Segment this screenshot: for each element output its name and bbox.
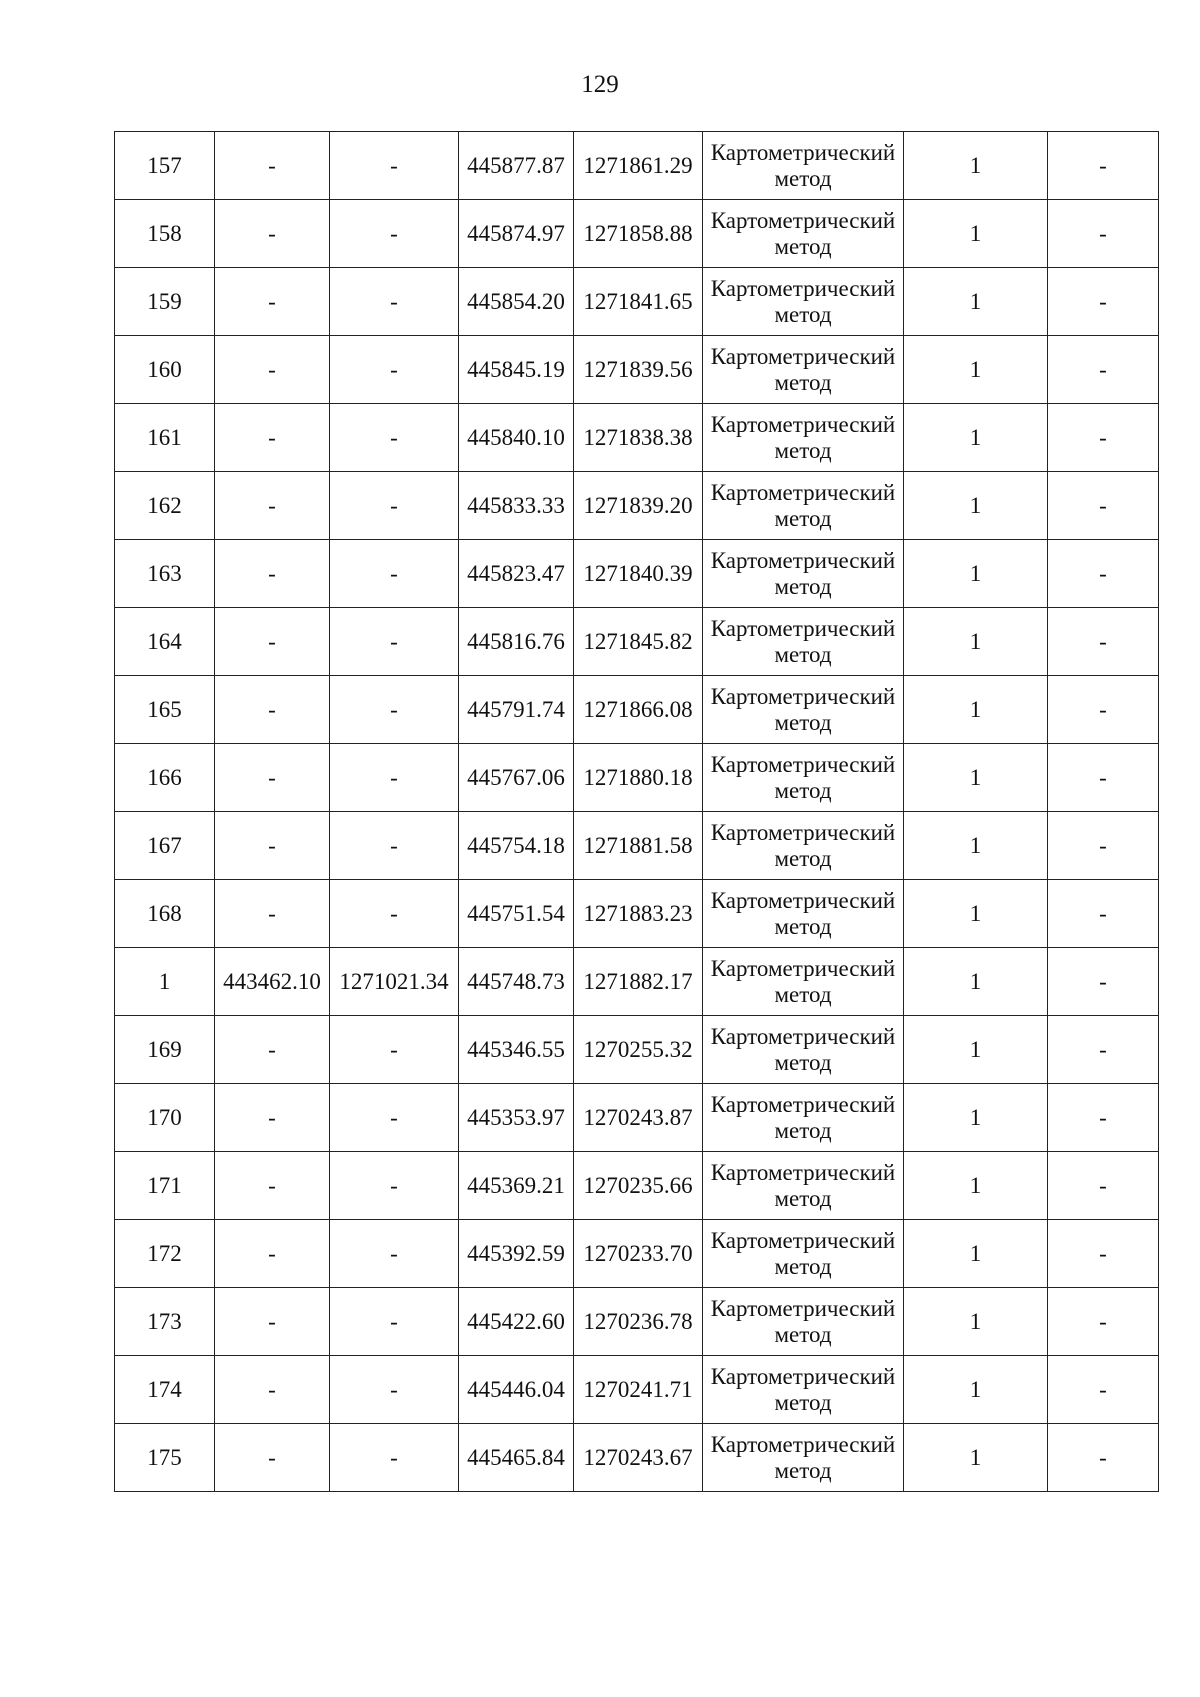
method-line-2: метод	[774, 981, 832, 1007]
description-cell: -	[1048, 744, 1159, 812]
table-row	[115, 744, 1159, 812]
method-cell	[703, 1152, 904, 1220]
old-y-cell: -	[330, 1084, 459, 1152]
accuracy-cell: 1	[904, 132, 1048, 200]
description-cell: -	[1048, 812, 1159, 880]
method-line-1: Картометрический	[710, 887, 896, 913]
coordinates-table	[114, 131, 1159, 1492]
method-cell	[703, 540, 904, 608]
method-line-2: метод	[774, 165, 832, 191]
accuracy-cell: 1	[904, 1356, 1048, 1424]
old-y-cell: -	[330, 200, 459, 268]
method-line-2: метод	[774, 641, 832, 667]
method-line-2: метод	[774, 1389, 832, 1415]
y-coordinate-cell: 1271882.17	[574, 948, 703, 1016]
accuracy-cell: 1	[904, 1424, 1048, 1492]
accuracy-cell: 1	[904, 948, 1048, 1016]
x-coordinate-cell: 445845.19	[459, 336, 574, 404]
old-y-cell: -	[330, 744, 459, 812]
old-y-cell: -	[330, 1152, 459, 1220]
description-cell: -	[1048, 472, 1159, 540]
method-line-1: Картометрический	[710, 411, 896, 437]
method-cell	[703, 1424, 904, 1492]
x-coordinate-cell: 445751.54	[459, 880, 574, 948]
y-coordinate-cell: 1271861.29	[574, 132, 703, 200]
old-x-cell: -	[215, 744, 330, 812]
method-cell	[703, 132, 904, 200]
method-line-1: Картометрический	[710, 275, 896, 301]
x-coordinate-cell: 445353.97	[459, 1084, 574, 1152]
table-row	[115, 200, 1159, 268]
accuracy-cell: 1	[904, 608, 1048, 676]
x-coordinate-cell: 445816.76	[459, 608, 574, 676]
old-x-cell: -	[215, 1016, 330, 1084]
method-cell	[703, 880, 904, 948]
old-y-cell: -	[330, 1016, 459, 1084]
description-cell: -	[1048, 1152, 1159, 1220]
description-cell: -	[1048, 948, 1159, 1016]
point-number-cell: 174	[115, 1356, 215, 1424]
method-line-1: Картометрический	[710, 1431, 896, 1457]
table-row	[115, 1220, 1159, 1288]
accuracy-cell: 1	[904, 268, 1048, 336]
accuracy-cell: 1	[904, 812, 1048, 880]
point-number-cell: 157	[115, 132, 215, 200]
method-line-2: метод	[774, 913, 832, 939]
x-coordinate-cell: 445854.20	[459, 268, 574, 336]
y-coordinate-cell: 1270235.66	[574, 1152, 703, 1220]
accuracy-cell: 1	[904, 676, 1048, 744]
table-row	[115, 812, 1159, 880]
y-coordinate-cell: 1270241.71	[574, 1356, 703, 1424]
x-coordinate-cell: 445791.74	[459, 676, 574, 744]
table-row	[115, 1356, 1159, 1424]
y-coordinate-cell: 1270233.70	[574, 1220, 703, 1288]
y-coordinate-cell: 1270243.67	[574, 1424, 703, 1492]
x-coordinate-cell: 445422.60	[459, 1288, 574, 1356]
x-coordinate-cell: 445369.21	[459, 1152, 574, 1220]
method-line-1: Картометрический	[710, 615, 896, 641]
old-y-cell: -	[330, 472, 459, 540]
method-line-1: Картометрический	[710, 819, 896, 845]
method-cell	[703, 1220, 904, 1288]
method-cell	[703, 744, 904, 812]
table-row	[115, 1084, 1159, 1152]
old-x-cell: -	[215, 1424, 330, 1492]
old-x-cell: -	[215, 472, 330, 540]
point-number-cell: 168	[115, 880, 215, 948]
point-number-cell: 164	[115, 608, 215, 676]
accuracy-cell: 1	[904, 540, 1048, 608]
old-x-cell: -	[215, 268, 330, 336]
method-line-2: метод	[774, 233, 832, 259]
x-coordinate-cell: 445446.04	[459, 1356, 574, 1424]
old-y-cell: 1271021.34	[330, 948, 459, 1016]
description-cell: -	[1048, 540, 1159, 608]
old-y-cell: -	[330, 336, 459, 404]
method-line-2: метод	[774, 437, 832, 463]
description-cell: -	[1048, 1424, 1159, 1492]
description-cell: -	[1048, 676, 1159, 744]
description-cell: -	[1048, 268, 1159, 336]
method-line-2: метод	[774, 1321, 832, 1347]
point-number-cell: 170	[115, 1084, 215, 1152]
method-cell	[703, 608, 904, 676]
table-row	[115, 132, 1159, 200]
method-cell	[703, 812, 904, 880]
description-cell: -	[1048, 1220, 1159, 1288]
page-number: 129	[581, 71, 619, 98]
old-y-cell: -	[330, 268, 459, 336]
description-cell: -	[1048, 608, 1159, 676]
method-cell	[703, 404, 904, 472]
old-x-cell: -	[215, 608, 330, 676]
point-number-cell: 166	[115, 744, 215, 812]
old-x-cell: -	[215, 540, 330, 608]
x-coordinate-cell: 445754.18	[459, 812, 574, 880]
y-coordinate-cell: 1271883.23	[574, 880, 703, 948]
method-cell	[703, 268, 904, 336]
method-line-1: Картометрический	[710, 1363, 896, 1389]
old-y-cell: -	[330, 812, 459, 880]
method-line-1: Картометрический	[710, 1295, 896, 1321]
y-coordinate-cell: 1271838.38	[574, 404, 703, 472]
old-y-cell: -	[330, 1220, 459, 1288]
method-cell	[703, 676, 904, 744]
point-number-cell: 165	[115, 676, 215, 744]
accuracy-cell: 1	[904, 1288, 1048, 1356]
y-coordinate-cell: 1271845.82	[574, 608, 703, 676]
table-body	[115, 132, 1159, 1492]
accuracy-cell: 1	[904, 1016, 1048, 1084]
accuracy-cell: 1	[904, 200, 1048, 268]
y-coordinate-cell: 1271839.20	[574, 472, 703, 540]
old-x-cell: -	[215, 1288, 330, 1356]
method-line-1: Картометрический	[710, 207, 896, 233]
table-row	[115, 336, 1159, 404]
point-number-cell: 162	[115, 472, 215, 540]
y-coordinate-cell: 1271840.39	[574, 540, 703, 608]
method-line-2: метод	[774, 369, 832, 395]
x-coordinate-cell: 445392.59	[459, 1220, 574, 1288]
point-number-cell: 160	[115, 336, 215, 404]
method-line-2: метод	[774, 709, 832, 735]
old-x-cell: -	[215, 336, 330, 404]
accuracy-cell: 1	[904, 472, 1048, 540]
old-x-cell: -	[215, 1220, 330, 1288]
method-cell	[703, 200, 904, 268]
method-line-1: Картометрический	[710, 1091, 896, 1117]
method-line-1: Картометрический	[710, 547, 896, 573]
method-cell	[703, 472, 904, 540]
table-row	[115, 268, 1159, 336]
x-coordinate-cell: 445767.06	[459, 744, 574, 812]
accuracy-cell: 1	[904, 880, 1048, 948]
point-number-cell: 159	[115, 268, 215, 336]
method-line-1: Картометрический	[710, 139, 896, 165]
old-x-cell: -	[215, 1084, 330, 1152]
method-cell	[703, 336, 904, 404]
old-x-cell: -	[215, 404, 330, 472]
accuracy-cell: 1	[904, 744, 1048, 812]
method-line-1: Картометрический	[710, 1023, 896, 1049]
x-coordinate-cell: 445840.10	[459, 404, 574, 472]
point-number-cell: 175	[115, 1424, 215, 1492]
table-row	[115, 948, 1159, 1016]
table-row	[115, 472, 1159, 540]
description-cell: -	[1048, 336, 1159, 404]
method-line-2: метод	[774, 1049, 832, 1075]
old-x-cell: -	[215, 200, 330, 268]
method-line-1: Картометрический	[710, 751, 896, 777]
old-x-cell: -	[215, 1152, 330, 1220]
y-coordinate-cell: 1271880.18	[574, 744, 703, 812]
table-row	[115, 1016, 1159, 1084]
x-coordinate-cell: 445874.97	[459, 200, 574, 268]
point-number-cell: 169	[115, 1016, 215, 1084]
old-y-cell: -	[330, 676, 459, 744]
old-y-cell: -	[330, 880, 459, 948]
method-line-2: метод	[774, 1117, 832, 1143]
point-number-cell: 171	[115, 1152, 215, 1220]
method-line-2: метод	[774, 845, 832, 871]
method-cell	[703, 1288, 904, 1356]
table-row	[115, 676, 1159, 744]
description-cell: -	[1048, 1356, 1159, 1424]
point-number-cell: 172	[115, 1220, 215, 1288]
x-coordinate-cell: 445346.55	[459, 1016, 574, 1084]
y-coordinate-cell: 1271881.58	[574, 812, 703, 880]
old-y-cell: -	[330, 1288, 459, 1356]
table-row	[115, 1152, 1159, 1220]
method-line-1: Картометрический	[710, 683, 896, 709]
point-number-cell: 1	[115, 948, 215, 1016]
x-coordinate-cell: 445748.73	[459, 948, 574, 1016]
description-cell: -	[1048, 880, 1159, 948]
y-coordinate-cell: 1271841.65	[574, 268, 703, 336]
method-line-2: метод	[774, 1253, 832, 1279]
table-row	[115, 880, 1159, 948]
y-coordinate-cell: 1271858.88	[574, 200, 703, 268]
method-line-2: метод	[774, 505, 832, 531]
old-x-cell: 443462.10	[215, 948, 330, 1016]
method-line-2: метод	[774, 1185, 832, 1211]
method-line-2: метод	[774, 301, 832, 327]
method-line-2: метод	[774, 777, 832, 803]
old-x-cell: -	[215, 880, 330, 948]
accuracy-cell: 1	[904, 1220, 1048, 1288]
point-number-cell: 161	[115, 404, 215, 472]
description-cell: -	[1048, 1016, 1159, 1084]
old-y-cell: -	[330, 608, 459, 676]
old-x-cell: -	[215, 132, 330, 200]
point-number-cell: 173	[115, 1288, 215, 1356]
x-coordinate-cell: 445877.87	[459, 132, 574, 200]
method-line-2: метод	[774, 573, 832, 599]
old-y-cell: -	[330, 1424, 459, 1492]
method-cell	[703, 1016, 904, 1084]
x-coordinate-cell: 445833.33	[459, 472, 574, 540]
old-x-cell: -	[215, 676, 330, 744]
x-coordinate-cell: 445465.84	[459, 1424, 574, 1492]
table-row	[115, 540, 1159, 608]
table-row	[115, 608, 1159, 676]
accuracy-cell: 1	[904, 1152, 1048, 1220]
description-cell: -	[1048, 132, 1159, 200]
method-line-1: Картометрический	[710, 343, 896, 369]
old-y-cell: -	[330, 404, 459, 472]
point-number-cell: 158	[115, 200, 215, 268]
table-row	[115, 404, 1159, 472]
point-number-cell: 167	[115, 812, 215, 880]
description-cell: -	[1048, 404, 1159, 472]
description-cell: -	[1048, 200, 1159, 268]
method-cell	[703, 1356, 904, 1424]
description-cell: -	[1048, 1288, 1159, 1356]
accuracy-cell: 1	[904, 336, 1048, 404]
method-cell	[703, 1084, 904, 1152]
description-cell: -	[1048, 1084, 1159, 1152]
method-line-1: Картометрический	[710, 955, 896, 981]
method-line-2: метод	[774, 1457, 832, 1483]
y-coordinate-cell: 1270243.87	[574, 1084, 703, 1152]
method-line-1: Картометрический	[710, 1227, 896, 1253]
point-number-cell: 163	[115, 540, 215, 608]
old-x-cell: -	[215, 812, 330, 880]
old-y-cell: -	[330, 1356, 459, 1424]
method-line-1: Картометрический	[710, 1159, 896, 1185]
table-row	[115, 1288, 1159, 1356]
y-coordinate-cell: 1270255.32	[574, 1016, 703, 1084]
table-row	[115, 1424, 1159, 1492]
y-coordinate-cell: 1271839.56	[574, 336, 703, 404]
accuracy-cell: 1	[904, 404, 1048, 472]
old-x-cell: -	[215, 1356, 330, 1424]
accuracy-cell: 1	[904, 1084, 1048, 1152]
x-coordinate-cell: 445823.47	[459, 540, 574, 608]
old-y-cell: -	[330, 132, 459, 200]
old-y-cell: -	[330, 540, 459, 608]
method-line-1: Картометрический	[710, 479, 896, 505]
y-coordinate-cell: 1270236.78	[574, 1288, 703, 1356]
y-coordinate-cell: 1271866.08	[574, 676, 703, 744]
method-cell	[703, 948, 904, 1016]
